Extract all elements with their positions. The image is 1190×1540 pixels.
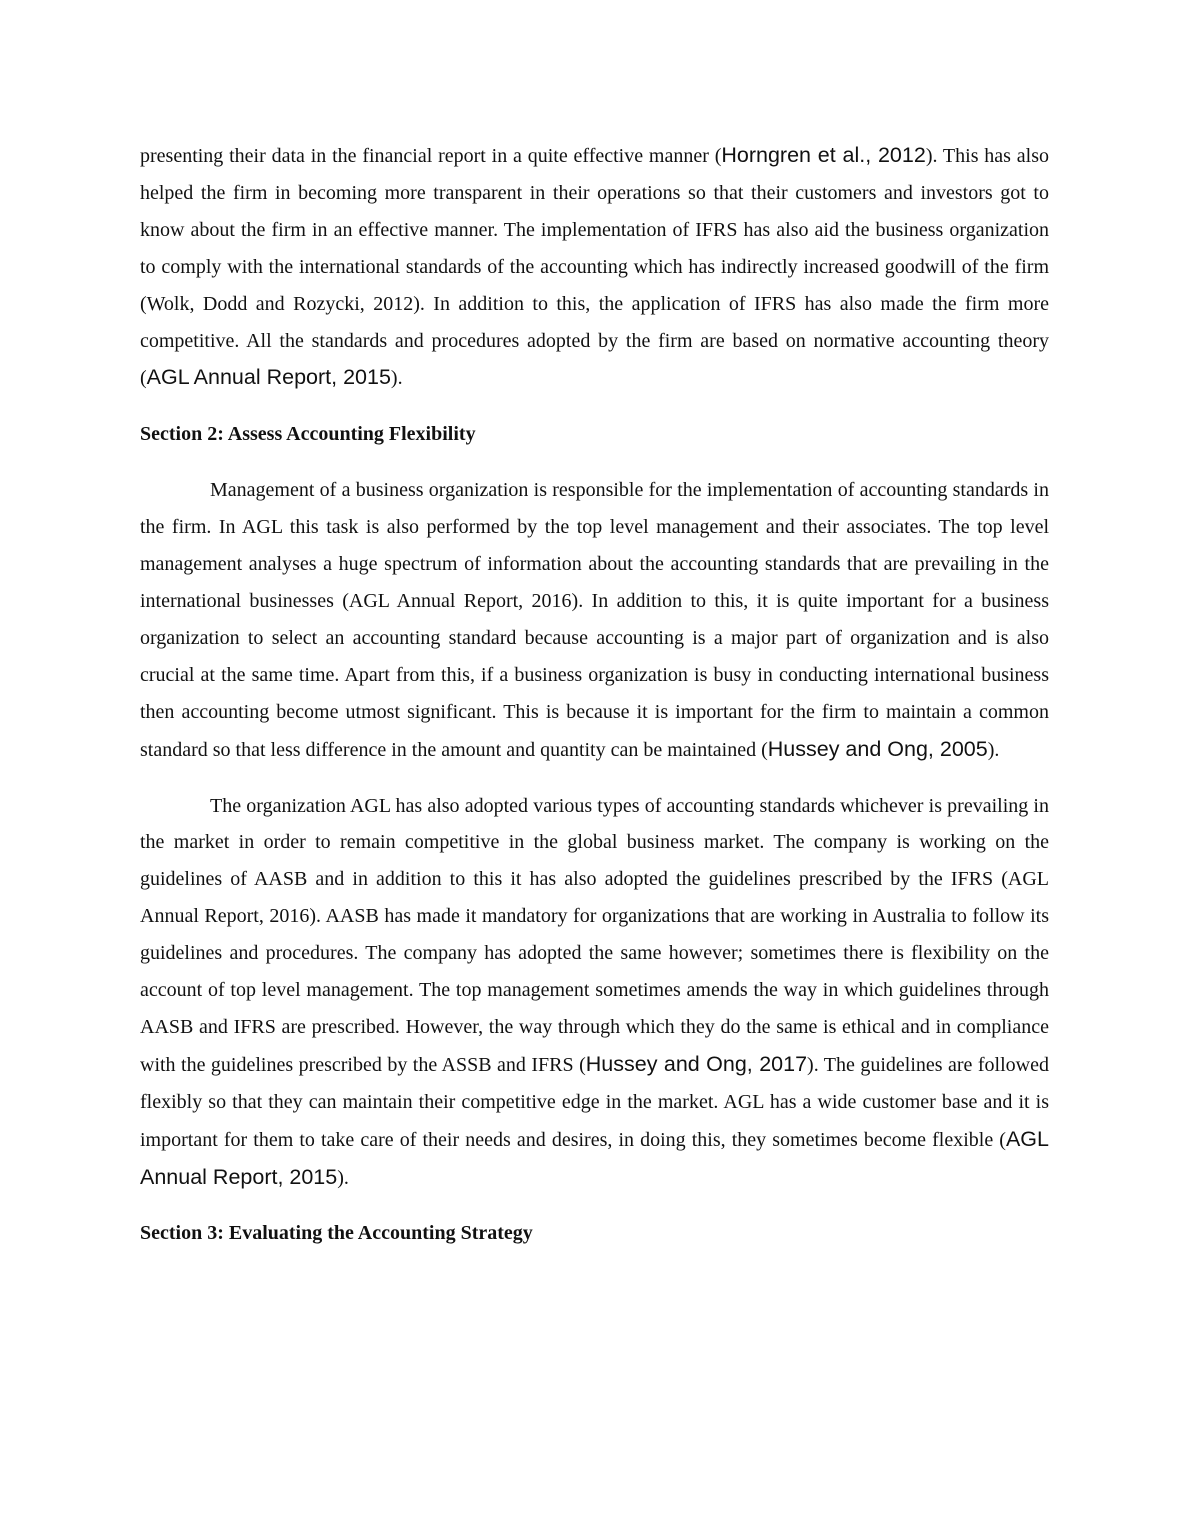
body-paragraph	[140, 472, 1049, 768]
paragraph-text: The organization AGL has also adopted various types of accounting standards whichever is prevailing in the market in order to remain competitive in the global business market. The company is working on the guidelines of AASB and in addition to this it has also adopted the guidelines prescribed by the IFRS (AGL Annual Report, 2016). AASB has made it mandatory for organizations that are working in Australia to follow its guidelines and procedures. The company has adopted the same however; sometimes there is flexibility on the account of top level management. The top management sometimes amends the way in which guidelines through AASB and IFRS are prescribed. However, the way through which they do the same is ethical and in compliance with the guidelines prescribed by the ASSB and IFRS (	[140, 794, 1049, 1076]
paragraph-text: ).	[337, 1166, 349, 1189]
citation: Hussey and Ong, 2017	[585, 1051, 808, 1076]
paragraph-text: ). The guidelines are followed flexibly so that they can maintain their competitive edge in the market. AGL has a wide customer base and it is important for them to take care of their needs and desires, in doing this, they sometimes become flexible (	[140, 1053, 1049, 1151]
body-paragraph	[140, 788, 1049, 1197]
body-paragraph	[140, 137, 1049, 397]
citation: Hussey and Ong, 2005	[767, 736, 988, 761]
section-heading: Section 2: Assess Accounting Flexibility	[140, 423, 476, 446]
document-page	[140, 137, 1049, 1252]
paragraph-text: Management of a business organization is responsible for the implementation of accounting standards in the firm. In AGL this task is also performed by the top level management and their associates. The top level management analyses a huge spectrum of information about the accounting standards that are prevailing in the international businesses (AGL Annual Report, 2016). In addition to this, it is quite important for a business organization to select an accounting standard because accounting is a major part of organization and is also crucial at the same time. Apart from this, if a business organization is busy in conducting international business then accounting become utmost significant. This is because it is important for the firm to maintain a common standard so that less difference in the amount and quantity can be maintained (	[140, 479, 1049, 761]
section-heading: Section 3: Evaluating the Accounting Strategy	[140, 1222, 533, 1245]
citation: AGL Annual Report, 2015	[146, 365, 391, 390]
paragraph-text: ).	[987, 738, 1000, 761]
paragraph-text: presenting their data in the financial report in a quite effective manner (	[140, 145, 722, 167]
paragraph-text: ).	[390, 367, 403, 390]
paragraph-text: ). This has also helped the firm in becoming more transparent in their operations so that their customers and investors got to know about the firm in an effective manner. The implementation of IFRS has also aid the business organization to comply with the international standards of the accounting which has indirectly increased goodwill of the firm (Wolk, Dodd and Rozycki, 2012). In addition to this, the application of IFRS has also made the firm more competitive. All the standards and procedures adopted by the firm are based on normative accounting theory (	[140, 145, 1049, 390]
citation: AGL Annual Report, 2015	[140, 1126, 1049, 1189]
citation: Horngren et al., 2012	[721, 143, 926, 167]
